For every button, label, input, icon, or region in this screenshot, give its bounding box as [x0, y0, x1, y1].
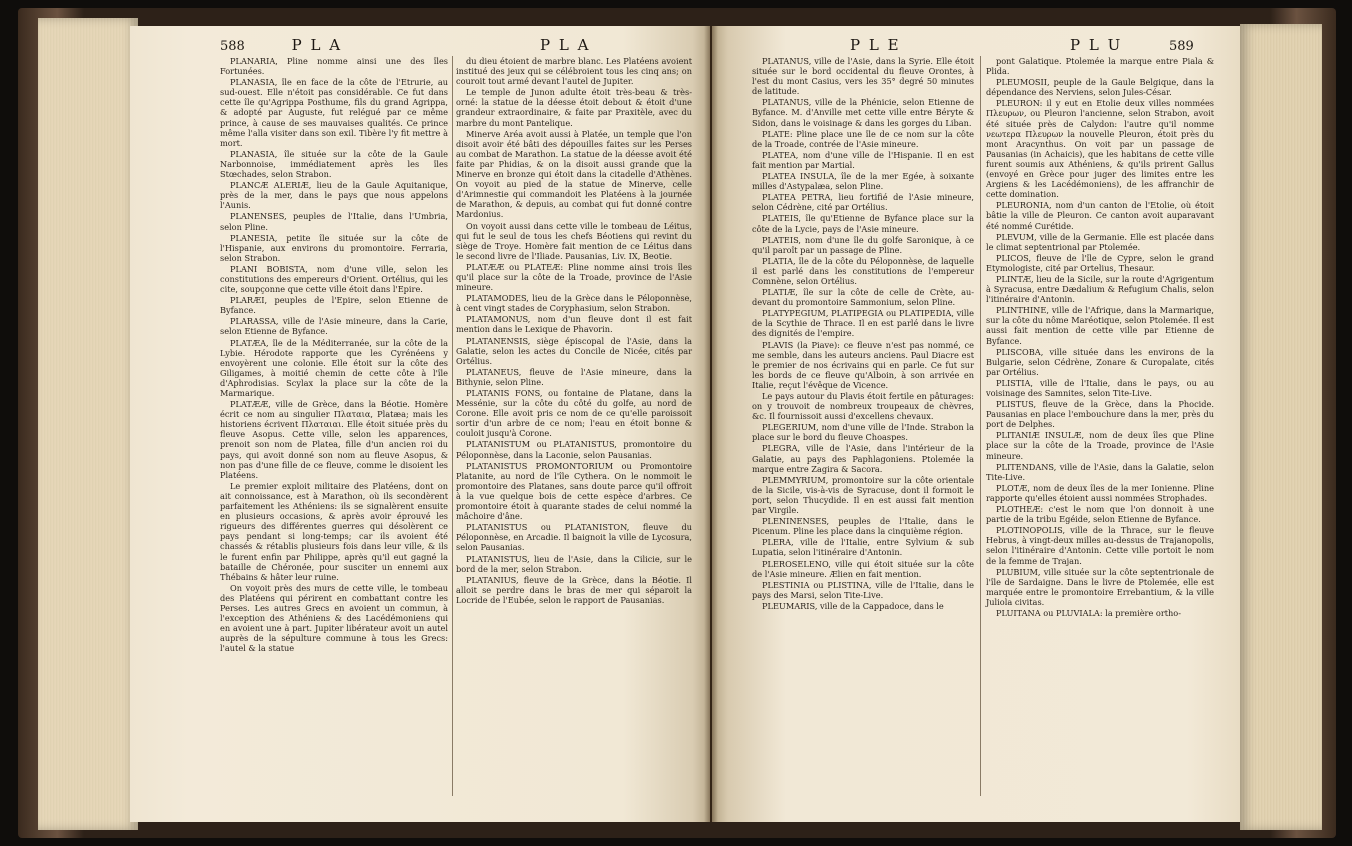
entry: PLATEA, nom d'une ville de l'Hispanie. Il en est fait mention par Martial.: [752, 149, 974, 170]
entry: PLISTUS, fleuve de la Grèce, dans la Phocide. Pausanias en place l'embouchure dans la mer, près du port de Delphes.: [986, 399, 1214, 430]
entry: PLICOS, fleuve de l'île de Cypre, selon le grand Etymologiste, cité par Ortelius, Thesaur.: [986, 252, 1214, 273]
entry: du dieu étoient de marbre blanc. Les Platéens avoient institué des jeux qui se célébroient tous les cinq ans; on couroit tout armé devant l'autel de Jupiter.: [456, 56, 692, 87]
entry: PLATANENSIS, siège épiscopal de l'Asie, dans la Galatie, selon les actes du Concile de Nicée, cités par Ortélius.: [456, 335, 692, 366]
entry: PLANENSES, peuples de l'Italie, dans l'Umbria, selon Pline.: [220, 211, 448, 232]
entry: PLISCOBA, ville située dans les environs de la Bulgarie, selon Cédrène, Zonare & Curopalate, cités par Ortélius.: [986, 346, 1214, 377]
entry: PLEUMOSII, peuple de la Gaule Belgique, dans la dépendance des Nerviens, selon Jules-César.: [986, 77, 1214, 98]
left-page-number: 588: [220, 39, 245, 54]
right-page-number-header: [1070, 36, 1194, 54]
entry: PLATANISTUS ou PLATANISTON, fleuve du Péloponnèse, en Arcadie. Il baignoit la ville de Lycosura, selon Pausanias.: [456, 522, 692, 553]
book-gutter: [704, 26, 718, 822]
right-page-number: 589: [1169, 39, 1194, 54]
entry: PLATE: Pline place une île de ce nom sur la côte de la Troade, contrée de l'Asie mineure.: [752, 128, 974, 149]
entry: PLINTÆ, lieu de la Sicile, sur la route d'Agrigentum à Syracusa, entre Dædalium & Refugium Chalis, selon l'itinéraire d'Antonin.: [986, 273, 1214, 305]
column-rule: [452, 56, 453, 796]
entry: PLEMMYRIUM, promontoire sur la côte orientale de la Sicile, vis-à-vis de Syracuse, dont il formoit le port, selon Thucydide. Il en est aussi fait mention par Virgile.: [752, 474, 974, 516]
right-running-head-1: P L E: [850, 36, 901, 54]
entry: PLANARIA, Pline nomme ainsi une des îles Fortunées.: [220, 56, 448, 77]
entry: PLESTINIA ou PLISTINA, ville de l'Italie, dans le pays des Marsi, selon Tite-Live.: [752, 579, 974, 600]
entry: pont Galatique. Ptolemée la marque entre Piala & Plida.: [986, 56, 1214, 77]
left-page-column-2: [456, 56, 692, 606]
entry: PLATAMONUS, nom d'un fleuve dont il est fait mention dans le Lexique de Phavorin.: [456, 314, 692, 335]
entry: PLATANISTUS PROMONTORIUM ou Promontoire Platanite, au nord de l'île Cythera. On le nommoit le promontoire des Platanes, sans doute parce qu'il offroit à la vue quelque bois de cette espèce d'arbres. Ce promontoire étoit à quarante stades de celui nommé la mâchoire d'âne.: [456, 460, 692, 522]
entry: PLUBIUM, ville située sur la côte septentrionale de l'île de Sardaigne. Dans le livre de Ptolemée, elle est marquée entre le promontoire Errebantium, & la ville Juliola civitas.: [986, 566, 1214, 607]
entry: PLATÆÆ ou PLATEÆ: Pline nomme ainsi trois îles qu'il place sur la côte de la Troade, province de l'Asie mineure.: [456, 261, 692, 293]
entry: PLATYPEGIUM, PLATIPEGIA ou PLATIPEDIA, ville de la Scythie de Thrace. Il en est parlé dans le livre des dignités de l'empire.: [752, 308, 974, 339]
left-page-number-header: [220, 36, 342, 54]
entry: PLEGRA, ville de l'Asie, dans l'intérieur de la Galatie, au pays des Paphlagoniens. Ptolemée la marque entre Zagira & Sacora.: [752, 443, 974, 474]
entry: On voyoit près des murs de cette ville, le tombeau des Platéens qui périrent en combattant contre les Perses. Les autres Grecs en avoient un commun, à l'exception des Athéniens & des Lacédémoniens qui en avoient une à part. Jupiter libérateur avoit un autel auprès de la sépulture commune à tous les Grecs: l'autel & la statue: [220, 582, 448, 654]
right-page-column-2: [986, 56, 1214, 619]
entry: Minerve Aréa avoit aussi à Platée, un temple que l'on disoit avoir été bâti des dépouilles faites sur les Perses au combat de Marathon. La statue de la déesse avoit été faite par Phidias, & on la disoit aussi grande que la Minerve en bronze qui étoit dans la citadelle d'Athènes. On voyoit au pied de la statue de Minerve, celle d'Arimnestie qui commandoit les Platéens à la journée de Marathon, & depuis, au combat qui fut donné contre Mardonius.: [456, 128, 692, 220]
entry: PLEURONIA, nom d'un canton de l'Etolie, où étoit bâtie la ville de Pleuron. Ce canton avoit auparavant été nommé Curétide.: [986, 200, 1214, 231]
entry: PLOTÆ, nom de deux îles de la mer Ionienne. Pline rapporte qu'elles étoient aussi nommées Strophades.: [986, 482, 1214, 503]
entry: PLANASIA, île située sur la côte de la Gaule Narbonnoise, immédiatement après les îles Stœchades, selon Strabon.: [220, 148, 448, 180]
entry: PLEUMARIS, ville de la Cappadoce, dans le: [762, 600, 944, 611]
entry: PLISTIA, ville de l'Italie, dans le pays, ou au voisinage des Samnites, selon Tite-Live.: [986, 377, 1214, 398]
right-page-column-1: [752, 56, 974, 612]
entry: PLEROSELENO, ville qui étoit située sur la côte de l'Asie mineure. Ælien en fait mention.: [752, 558, 974, 579]
entry: PLATEA PETRA, lieu fortifié de l'Asie mineure, selon Cédrène, cité par Ortélius.: [752, 192, 974, 213]
entry: PLERA, ville de l'Italie, entre Sylvium & sub Lupatia, selon l'itinéraire d'Antonin.: [752, 537, 974, 558]
entry: PLATEIS, île qu'Etienne de Byfance place sur la côte de la Lycie, pays de l'Asie mineure.: [752, 213, 974, 234]
entry: PLATIA, île de la côte du Péloponnèse, de laquelle il est parlé dans les constitutions de l'empereur Comnène, selon Ortélius.: [752, 255, 974, 286]
entry: PLATAMODES, lieu de la Grèce dans le Péloponnèse, à cent vingt stades de Coryphasium, selon Strabon.: [456, 293, 692, 314]
entry: PLATIÆ, île sur la côte de celle de Crète, au-devant du promontoire Sammonium, selon Pline.: [752, 287, 974, 308]
entry: PLANASIA, île en face de la côte de l'Etrurie, au sud-ouest. Elle n'étoit pas considérable. Ce fut dans cette île qu'Agrippa Posthume, fils du grand Agrippa, & adopté par Auguste, fut relégué par ce même prince, à cause de ses mauvaises qualités. Ce prince même l'alla visiter dans son exil. Tibère l'y fit mettre à mort.: [220, 77, 448, 148]
entry: PLATANISTUM ou PLATANISTUS, promontoire du Péloponnèse, dans la Laconie, selon Pausanias.: [456, 439, 692, 460]
entry: PLATANIS FONS, ou fontaine de Platane, dans la Messénie, sur la côte du côté du golfe, au nord de Corone. Elle avoit pris ce nom de ce qu'elle paroissoit sortir d'un arbre de ce nom; l'eau en étoit bonne & couloit jusqu'à Corone.: [456, 388, 692, 439]
entry: PLATANUS, ville de la Phénicie, selon Etienne de Byfance. M. d'Anville met cette ville entre Béryte & Sidon, dans le voisinage & dans les gorges du Liban.: [752, 97, 974, 128]
entry: Le premier exploit militaire des Platéens, dont on ait connoissance, est à Marathon, où ils secondèrent parfaitement les Athéniens: ils se signalèrent ensuite en plusieurs occasions, & après avoir éprouvé les rigueurs des différentes guerres qui désolèrent ce pays pendant si long-temps; car ils avoient été chassés & rétablis plusieurs fois dans leur ville, & ils le furent enfin par Philippe, après qu'il eut gagné la bataille de Chéronée, pour susciter un ennemi aux Thébains & hâter leur ruine.: [220, 480, 448, 582]
left-page-column-1: [220, 56, 448, 654]
entry: PLANESIA, petite île située sur la côte de l'Hispanie, aux environs du promontoire. Ferraria, selon Strabon.: [220, 232, 448, 263]
entry: PLUITANA ou PLUVIALA: la première ortho-: [996, 607, 1182, 618]
page-edges-right: [1240, 24, 1322, 830]
left-running-head-2: P L A: [540, 36, 591, 54]
entry: PLOTHEÆ: c'est le nom que l'on donnoit à une partie de la tribu Egéide, selon Etienne de Byfance.: [986, 504, 1214, 525]
column-rule: [980, 56, 981, 796]
entry: PLANI BOBISTA, nom d'une ville, selon les constitutions des empereurs d'Orient. Ortélius, qui les cite, soupçonne que cette ville étoit dans l'Epire.: [220, 263, 448, 295]
entry: PLEVUM, ville de la Germanie. Elle est placée dans le climat septentrional par Ptolemée.: [986, 231, 1214, 252]
entry: PLENINENSES, peuples de l'Italie, dans le Picenum. Pline les place dans la cinquième région.: [752, 516, 974, 537]
entry: PLATANEUS, fleuve de l'Asie mineure, dans la Bithynie, selon Pline.: [456, 366, 692, 387]
entry: PLATANUS, ville de l'Asie, dans la Syrie. Elle étoit située sur le bord occidental du fleuve Orontes, à l'est du mont Casius, vers les 35° degré 50 minutes de latitude.: [752, 56, 974, 97]
entry: PLATEA INSULA, île de la mer Egée, à soixante milles d'Astypalæa, selon Pline.: [752, 171, 974, 192]
entry: PLARASSA, ville de l'Asie mineure, dans la Carie, selon Etienne de Byfance.: [220, 316, 448, 337]
entry: PLANCÆ ALERIÆ, lieu de la Gaule Aquitanique, près de la mer, dans le pays que nous appelons l'Aunis.: [220, 180, 448, 211]
entry: PLITANIÆ INSULÆ, nom de deux îles que Pline place sur la côte de la Troade, province de l'Asie mineure.: [986, 430, 1214, 461]
entry: PLAVIS (la Piave): ce fleuve n'est pas nommé, ce me semble, dans les auteurs anciens. Paul Diacre est le premier de nos écrivains qui en parle. Ce fut sur les bords de ce fleuve qu'Alboin, à son arrivée en Italie, reçut l'évêque de Vicence.: [752, 339, 974, 390]
entry: PLITENDANS, ville de l'Asie, dans la Galatie, selon Tite-Live.: [986, 461, 1214, 482]
entry: PLOTINOPOLIS, ville de la Thrace, sur le fleuve Hebrus, à vingt-deux milles au-dessus de Trajanopolis, selon l'itinéraire d'Antonin. Cette ville portoit le nom de la femme de Trajan.: [986, 525, 1214, 566]
right-running-head-2: P L U: [1070, 36, 1123, 54]
entry: Le temple de Junon adulte étoit très-beau & très-orné: la statue de la déesse étoit debout & étoit d'une grandeur extraordinaire, & faite par Praxitèle, avec du marbre du mont Pantelique.: [456, 87, 692, 128]
entry: PLATEIS, nom d'une île du golfe Saronique, à ce qu'il paroît par un passage de Pline.: [752, 234, 974, 255]
entry: PLINTHINE, ville de l'Afrique, dans la Marmarique, sur la côte du nôme Maréotique, selon Ptolemée. Il est aussi fait mention de cette ville par Etienne de Byfance.: [986, 305, 1214, 346]
entry: PLATANIUS, fleuve de la Grèce, dans la Béotie. Il alloit se perdre dans le bras de mer qui séparoit la Locride de l'Eubée, selon le rapport de Pausanias.: [456, 574, 692, 605]
left-running-head-1: P L A: [291, 36, 343, 54]
entry: PLATÆA, île de la Méditerranée, sur la côte de la Lybie. Hérodote rapporte que les Cyrénéens y envoyèrent une colonie. Elle étoit sur la côte des Giligames, à moitié chemin de cette côte à l'île d'Aphrodisias. Scylax la place sur la côte de la Marmarique.: [220, 337, 448, 398]
entry: PLEGERIUM, nom d'une ville de l'Inde. Strabon la place sur le bord du fleuve Choaspes.: [752, 422, 974, 443]
entry: PLEURON: il y eut en Etolie deux villes nommées Πλευρων, ou Pleuron l'ancienne, selon Strabon, avoit été située près de Calydon: l'autre qu'il nomme νεωτερα Πλευρων la nouvelle Pleuron, étoit près du mont Aracynthus. On voit par un passage de Pausanias (in Achaicis), que les habitans de cette ville furent soumis aux Athéniens, & qu'ils prirent Gallus (envoyé en Grèce pour juger des limites entre les Argiens & les Lacédémoniens), de les affranchir de cette domination.: [986, 98, 1214, 200]
entry: On voyoit aussi dans cette ville le tombeau de Léitus, qui fut le seul de tous les chefs Béotiens qui revint du siège de Troye. Homère fait mention de ce Léitus dans le second livre de l'Iliade. Pausanias, Liv. IX, Beotie.: [456, 220, 692, 261]
page-edges-left: [38, 18, 138, 830]
entry: Le pays autour du Plavis étoit fertile en pâturages: on y trouvoit de nombreux troupeaux de chèvres, &c. Il fournissoit aussi d'excellens chevaux.: [752, 391, 974, 422]
entry: PLARÆI, peuples de l'Epire, selon Etienne de Byfance.: [220, 295, 448, 316]
entry: PLATÆÆ, ville de Grèce, dans la Béotie. Homère écrit ce nom au singulier Πλαταια, Platæa; mais les historiens écrivent Πλαταιαι. Elle étoit située près du fleuve Asopus. Cette ville, selon les apparences, prenoit son nom de Platea, fille d'un ancien roi du pays, qui avoit donné son nom au fleuve Asopus, & non pas d'une fille de ce fleuve, comme le disoient les Platéens.: [220, 399, 448, 480]
entry: PLATANISTUS, lieu de l'Asie, dans la Cilicie, sur le bord de la mer, selon Strabon.: [456, 553, 692, 574]
